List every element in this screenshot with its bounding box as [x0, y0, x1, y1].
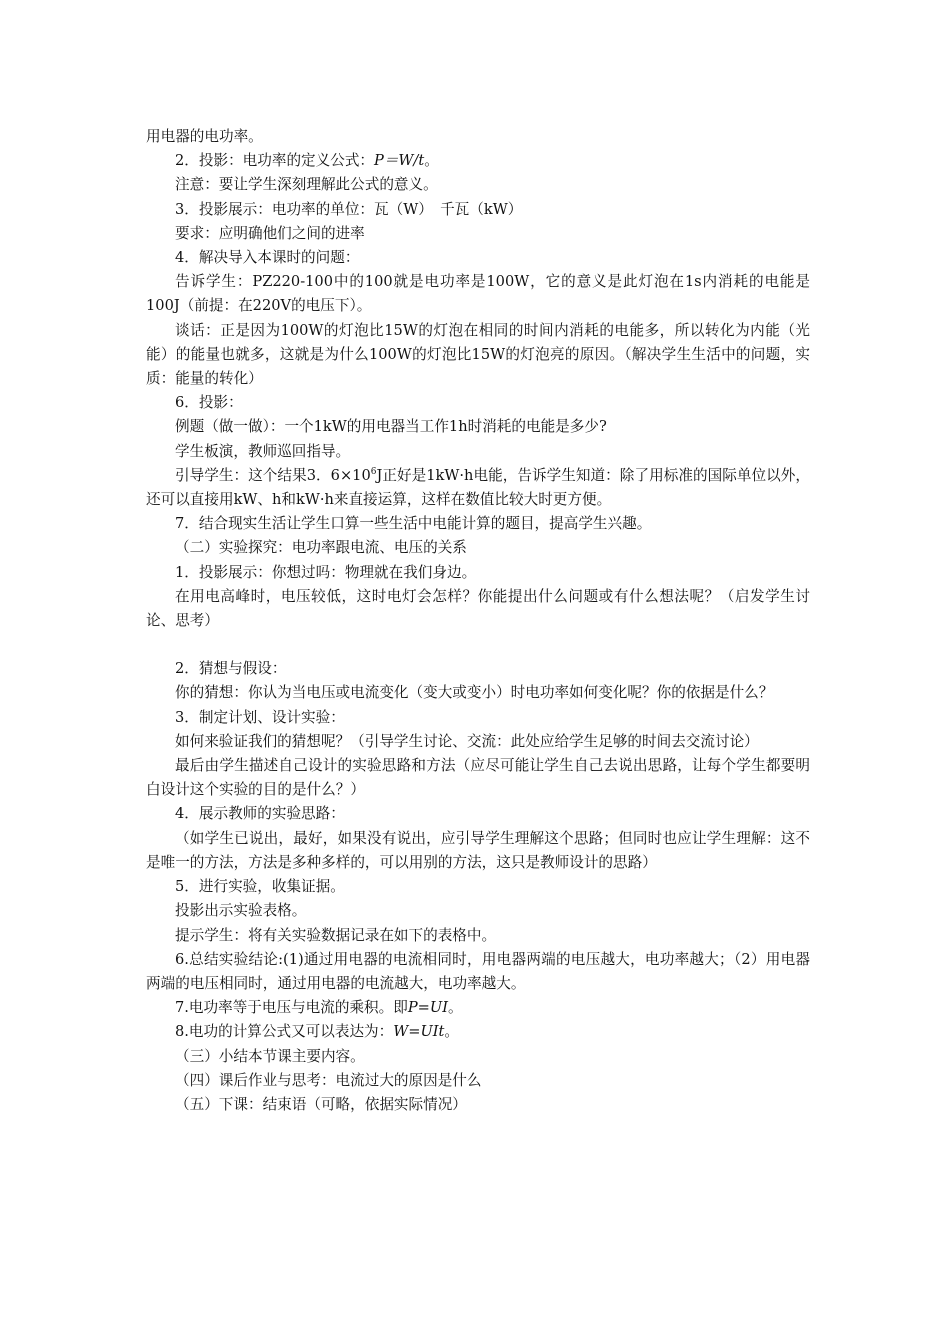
paragraph: 要求：应明确他们之间的进率 — [175, 224, 365, 242]
text: 。 — [424, 152, 439, 170]
paragraph: 你的猜想：你认为当电压或电流变化（变大或变小）时电功率如何变化呢？你的依据是什么？ — [175, 684, 774, 702]
text: 。 — [447, 999, 463, 1017]
paragraph-definition-formula — [146, 149, 810, 173]
section-heading: （二）实验探究：电功率跟电流、电压的关系 — [175, 539, 467, 557]
section-heading: （四）课后作业与思考：电流过大的原因是什么 — [175, 1071, 482, 1089]
blank-line — [146, 633, 810, 657]
paragraph: 6.总结实验结论:(1)通过用电器的电流相同时，用电器两端的电压越大，电功率越大；（2）用电器两端的电压相同时，通过用电器的电流越大，电功率越大。 — [146, 950, 810, 992]
paragraph: 3．制定计划、设计实验： — [175, 708, 345, 726]
text: 2．投影：电功率的定义公式： — [175, 152, 375, 170]
paragraph: 投影出示实验表格。 — [175, 902, 307, 920]
paragraph: 4．解决导入本课时的问题： — [175, 249, 360, 267]
power-formula: P=UI — [407, 999, 448, 1017]
text: 8.电功的计算公式又可以表达为： — [175, 1023, 394, 1041]
paragraph: 1．投影展示：你想过吗：物理就在我们身边。 — [175, 563, 477, 581]
section-heading: （五）下课：结束语（可略，依据实际情况） — [175, 1095, 467, 1113]
paragraph: 2．猜想与假设： — [175, 660, 287, 678]
paragraph: 学生板演，教师巡回指导。 — [175, 442, 351, 460]
text: 。 — [444, 1023, 460, 1041]
paragraph: 3．投影展示：电功率的单位：瓦（W） 千瓦（kW） — [175, 200, 523, 218]
power-formula: P＝W/t — [374, 152, 425, 170]
paragraph: 注意：要让学生深刻理解此公式的意义。 — [175, 176, 438, 194]
paragraph: 6．投影： — [175, 394, 243, 412]
paragraph: 如何来验证我们的猜想呢？（引导学生讨论、交流：此处应给学生足够的时间去交流讨论） — [175, 732, 759, 750]
section-heading: （三）小结本节课主要内容。 — [175, 1047, 365, 1065]
paragraph-work-formula — [146, 1020, 810, 1044]
paragraph: 用电器的电功率。 — [146, 128, 263, 145]
paragraph: 告诉学生：PZ220-100中的100就是电功率是100W，它的意义是此灯泡在1s内消耗的电能是100J（前提：在220V的电压下）。 — [146, 273, 810, 315]
paragraph: 例题（做一做）：一个1kW的用电器当工作1h时消耗的电能是多少? — [175, 418, 607, 436]
text: 7.电功率等于电压与电流的乘积。即 — [175, 999, 408, 1017]
text: 引导学生：这个结果3．6×10 — [175, 466, 371, 484]
paragraph: 提示学生：将有关实验数据记录在如下的表格中。 — [175, 926, 497, 944]
lesson-plan-body — [146, 125, 810, 1117]
paragraph: （如学生已说出，最好，如果没有说出，应引导学生理解这个思路；但同时也应让学生理解：这不是唯一的方法，方法是多种多样的，可以用别的方法，这只是教师设计的思路） — [146, 829, 810, 871]
paragraph: 4．展示教师的实验思路： — [175, 805, 345, 823]
exponent: 6 — [370, 466, 377, 477]
paragraph-guidance — [146, 464, 810, 512]
paragraph: 在用电高峰时，电压较低，这时电灯会怎样？你能提出什么问题或有什么想法呢？（启发学生讨论、思考） — [146, 587, 810, 630]
paragraph-power-product — [146, 996, 810, 1020]
text: J正好是1kW·h电能，告诉学生知道：除了用标准的国际单位以外，还可以直接用kW、h和kW·h来直接运算，这样在数值比较大时更方便。 — [146, 466, 810, 509]
paragraph: 5．进行实验，收集证据。 — [175, 878, 345, 896]
work-formula: W=UIt — [393, 1023, 445, 1041]
paragraph: 谈话：正是因为100W的灯泡比15W的灯泡在相同的时间内消耗的电能多，所以转化为内能（光能）的能量也就多，这就是为什么100W的灯泡比15W的灯泡亮的原因。（解决学生生活中的问题，实质：能量的转化） — [146, 321, 810, 388]
paragraph: 7．结合现实生活让学生口算一些生活中电能计算的题目，提高学生兴趣。 — [175, 515, 652, 533]
paragraph: 最后由学生描述自己设计的实验思路和方法（应尽可能让学生自己去说出思路，让每个学生都要明白设计这个实验的目的是什么？） — [146, 757, 810, 799]
